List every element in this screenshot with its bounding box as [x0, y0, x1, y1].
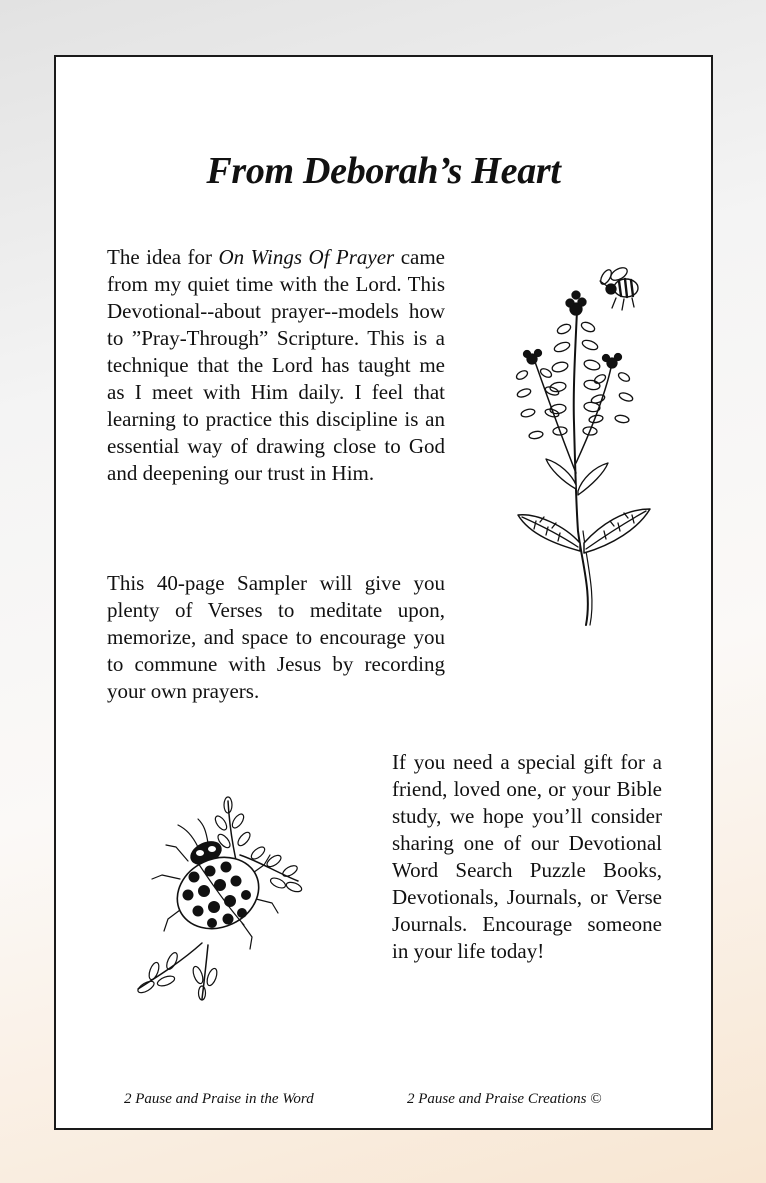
- bee-icon: [599, 265, 638, 310]
- page-title: From Deborah’s Heart: [206, 150, 561, 192]
- footer-right-text: 2 Pause and Praise Creations ©: [407, 1091, 602, 1107]
- intro-paragraph: [107, 244, 445, 487]
- document-page: [54, 55, 713, 1130]
- intro-text-start: The idea for: [107, 245, 219, 269]
- book-title: On Wings Of Prayer: [218, 245, 395, 269]
- sampler-paragraph: This 40-page Sampler will give you plenty of Verses to meditate upon, memorize, and space to encourage you to commune with Jesus by recording your own prayers.: [107, 571, 445, 703]
- ladybug-icon: [132, 795, 310, 1001]
- gift-paragraph: If you need a special gift for a friend, loved one, or your Bible study, we hope you’ll consider sharing one of our Devotional Word Search Puzzle Books, Devotionals, Journals, or Verse Journals. Encourage someone in your life today!: [392, 750, 662, 963]
- flower-icon: [488, 263, 658, 628]
- footer-left-text: 2 Pause and Praise in the Word: [124, 1091, 314, 1107]
- intro-text-rest: came from my quiet time with the Lord. This Devotional--about prayer--models how to ”Pray-Through” Scripture. This is a technique that the Lord has taught me as I meet with Him daily. I feel that learning to practice this discipline is an essential way of drawing close to God and deepening our trust in Him.: [107, 245, 445, 485]
